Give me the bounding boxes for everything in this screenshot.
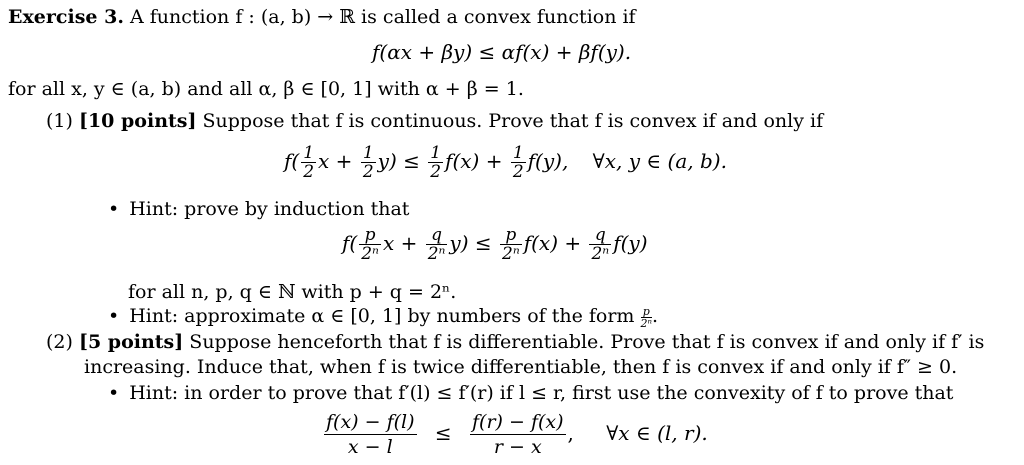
ind-q: q [594, 225, 606, 245]
half-num: 1 [430, 143, 442, 163]
part1-points: [10 points] [78, 110, 197, 132]
leq-sign: ≤ [434, 421, 452, 445]
frac1-num: f(x) − f(l) [326, 411, 415, 433]
eq-forall: ∀x, y ∈ (a, b). [592, 149, 727, 173]
frac1-den: x − l [324, 434, 417, 459]
part1-hint2 [108, 305, 658, 329]
part2-number: (2) [46, 331, 73, 353]
slope-forall: ∀x ∈ (l, r). [606, 421, 708, 445]
ind-fy: f(y) [613, 231, 648, 255]
midpoint-convexity-equation [284, 144, 727, 181]
hint2-num: p [642, 304, 650, 318]
quantifier-line: for all x, y ∈ (a, b) and all α, β ∈ [0, 1] with α + β = 1. [8, 78, 524, 100]
frac2-num: f(r) − f(x) [472, 411, 564, 433]
ind-den: 2ⁿ [591, 244, 610, 264]
comma: , [567, 421, 574, 445]
eq-x: x + [318, 149, 353, 173]
ind-f-open: f( [342, 231, 358, 255]
part2-hint [108, 382, 953, 404]
eq-fx: f(x) + [445, 149, 503, 173]
half-num: 1 [362, 143, 374, 163]
part2-text2: increasing. Induce that, when f is twice differentiable, then f is convex if and only if f″ ≥ 0. [84, 356, 958, 378]
eq-f-open: f( [284, 149, 300, 173]
bullet-icon: • [108, 198, 120, 220]
ind-p: p [505, 225, 517, 245]
half-den: 2 [362, 162, 374, 182]
induction-quantifier: for all n, p, q ∈ ℕ with p + q = 2ⁿ. [128, 281, 457, 303]
ind-q: q [431, 225, 442, 245]
hint2-den: 2ⁿ [640, 316, 652, 330]
part1-number: (1) [46, 110, 73, 132]
bullet-icon: • [108, 382, 120, 404]
half-den: 2 [430, 162, 442, 182]
half-den: 2 [512, 162, 524, 182]
part2-points: [5 points] [78, 331, 184, 353]
ind-den: 2ⁿ [427, 244, 446, 264]
ind-p: p [364, 225, 376, 245]
exercise-header [8, 6, 636, 28]
eq-fy: f(y), [527, 149, 569, 173]
hint1-text: Hint: prove by induction that [129, 198, 410, 220]
hint2-text: Hint: approximate α ∈ [0, 1] by numbers of the form [129, 305, 635, 327]
frac2-den: r − x [470, 434, 566, 459]
part2-hint-text: Hint: in order to prove that f′(l) ≤ f′(r) if l ≤ r, first use the convexity of f to prove that [129, 382, 954, 404]
ind-x: x + [382, 231, 418, 255]
half-num: 1 [303, 143, 315, 163]
part1-statement [46, 110, 823, 132]
convexity-definition: f(αx + βy) ≤ αf(x) + βf(y). [372, 40, 632, 64]
ind-y: y) ≤ [449, 231, 492, 255]
slope-inequality [322, 410, 708, 459]
part1-text: Suppose that f is continuous. Prove that f is convex if and only if [202, 110, 824, 132]
exercise-intro: A function f : (a, b) → ℝ is called a convex function if [129, 6, 636, 28]
half-den: 2 [303, 162, 315, 182]
part2-text1: Suppose henceforth that f is differentiable. Prove that f is convex if and only if f′ is [189, 331, 985, 353]
eq-y: y) ≤ [377, 149, 420, 173]
ind-den: 2ⁿ [502, 244, 520, 264]
hint2-end: . [651, 305, 659, 327]
part2-statement [46, 331, 984, 353]
exercise-label: Exercise 3. [8, 6, 124, 28]
ind-den: 2ⁿ [361, 244, 379, 264]
part1-hint1 [108, 198, 409, 220]
half-num: 1 [512, 143, 524, 163]
induction-equation [342, 226, 648, 263]
bullet-icon: • [108, 305, 120, 327]
ind-fx: f(x) + [523, 231, 582, 255]
